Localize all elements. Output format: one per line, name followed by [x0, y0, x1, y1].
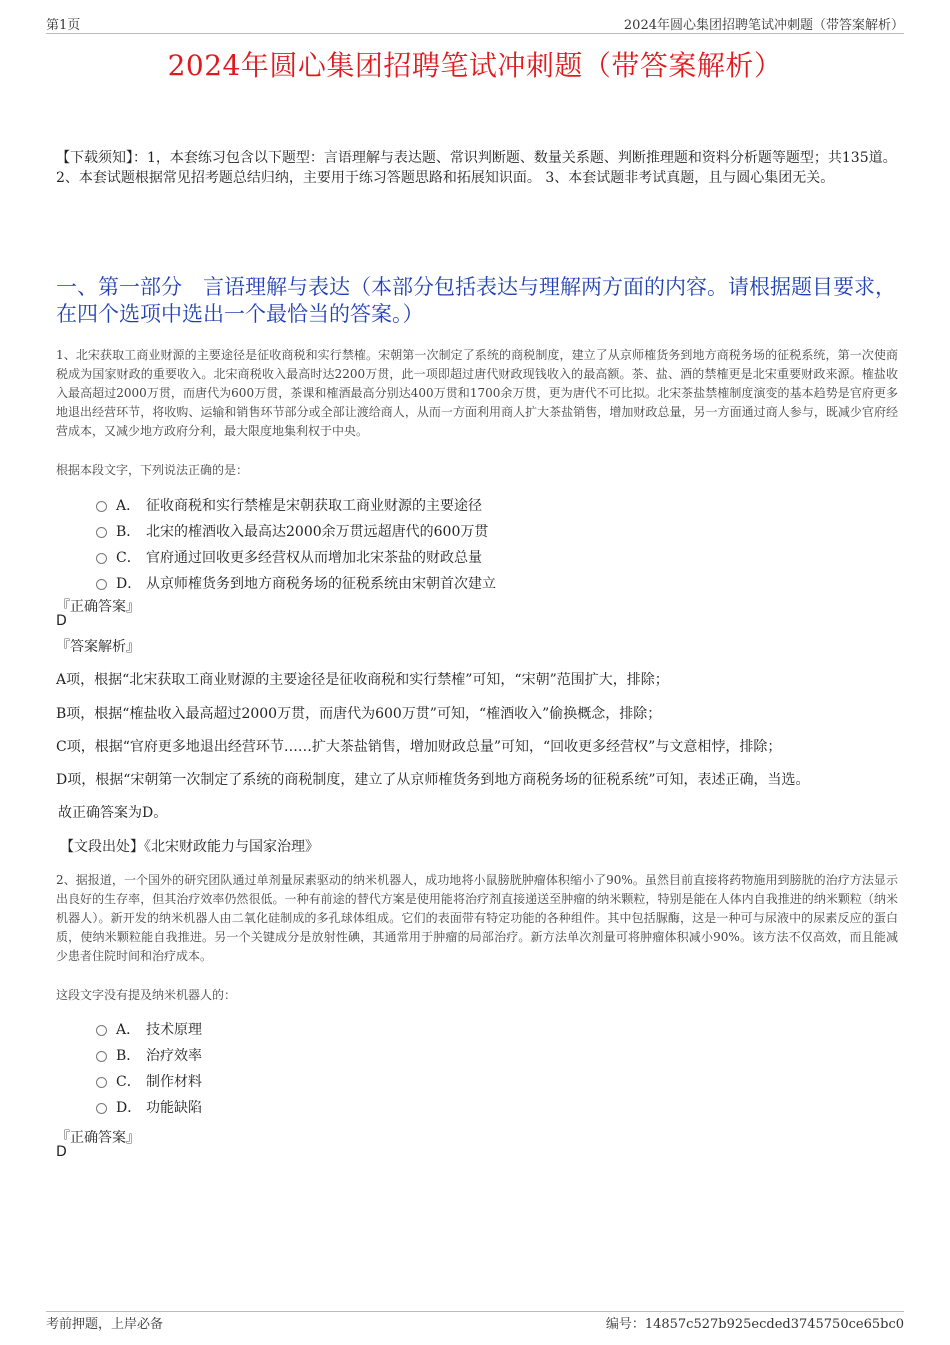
q2-option-b[interactable] [96, 1046, 202, 1066]
q2-option-c[interactable] [96, 1072, 202, 1092]
page-number: 第1页 [46, 18, 81, 33]
radio-icon[interactable] [96, 1051, 107, 1062]
q1-option-b[interactable] [96, 522, 488, 542]
q2-option-d[interactable] [96, 1098, 202, 1118]
q2-answer-label: 『正确答案』 [56, 1130, 140, 1146]
q1-explanation-a: A项，根据“北宋获取工商业财源的主要途径是征收商税和实行禁榷”可知，“宋朝”范围扩大，排除； [56, 672, 669, 688]
q1-conclusion: 故正确答案为D。 [58, 805, 168, 821]
footer-divider [46, 1311, 904, 1312]
option-text: 官府通过回收更多经营权从而增加北宋茶盐的财政总量 [146, 550, 482, 566]
q1-option-a[interactable] [96, 496, 482, 516]
option-text: 技术原理 [146, 1022, 202, 1038]
section-heading: 一、第一部分 言语理解与表达（本部分包括表达与理解两方面的内容。请根据题目要求，在四个选项中选出一个最恰当的答案。） [56, 275, 896, 326]
option-letter: B． [116, 1048, 141, 1064]
q1-answer: D [56, 613, 67, 629]
option-letter: C． [116, 550, 141, 566]
q2-option-a[interactable] [96, 1020, 202, 1040]
q2-answer: D [56, 1144, 67, 1160]
option-letter: C． [116, 1074, 141, 1090]
option-letter: A． [116, 498, 141, 514]
footer-serial-number: 编号：14857c527b925ecded3745750ce65bc0 [605, 1317, 904, 1332]
header-divider [46, 33, 904, 34]
document-title: 2024年圆心集团招聘笔试冲刺题（带答案解析） [167, 49, 783, 82]
radio-icon[interactable] [96, 1103, 107, 1114]
radio-icon[interactable] [96, 1025, 107, 1036]
option-text: 制作材料 [146, 1074, 202, 1090]
option-letter: B． [116, 524, 141, 540]
radio-icon[interactable] [96, 501, 107, 512]
question-1-prompt: 根据本段文字，下列说法正确的是： [56, 463, 249, 477]
option-text: 征收商税和实行禁榷是宋朝获取工商业财源的主要途径 [146, 498, 482, 514]
q1-source: 【文段出处】《北宋财政能力与国家治理》 [60, 839, 319, 855]
option-letter: D． [116, 576, 142, 592]
q1-answer-label: 『正确答案』 [56, 599, 140, 615]
option-text: 功能缺陷 [146, 1100, 202, 1116]
question-1-passage: 1、北宋获取工商业财源的主要途径是征收商税和实行禁榷。宋朝第一次制定了系统的商税制度，建立了从京师榷货务到地方商税务场的征税系统，第一次使商税成为国家财政的重要收入。北宋商税收入最高时达2200万贯，此一项即超过唐代财政现钱收入的最高额。茶、盐、酒的禁榷更是北宋重要财政来源。榷盐收入最高超过2000万贯，而唐代为600万贯，茶课和榷酒最高分别达400万贯和1700余万贯，更为唐代不可比拟。北宋茶盐禁榷制度演变的基本趋势是官府更多地退出经营环节，将收购、运输和销售环节部分或全部让渡给商人，从而一方面利用商人扩大茶盐销售，增加财政总量，另一方面通过商人参与，既减少官府经营成本，又减少地方政府分利，最大限度地集利权于中央。 [56, 348, 898, 438]
radio-icon[interactable] [96, 1077, 107, 1088]
radio-icon[interactable] [96, 553, 107, 564]
q1-explanation-c: C项，根据“官府更多地退出经营环节……扩大茶盐销售，增加财政总量”可知，“回收更多经营权”与文意相悖，排除； [56, 739, 782, 755]
q1-explanation-d: D项，根据“宋朝第一次制定了系统的商税制度，建立了从京师榷货务到地方商税务场的征税系统”可知，表述正确，当选。 [56, 772, 810, 788]
option-letter: A． [116, 1022, 141, 1038]
question-2-prompt: 这段文字没有提及纳米机器人的： [56, 988, 237, 1002]
option-text: 北宋的榷酒收入最高达2000余万贯远超唐代的600万贯 [146, 524, 489, 540]
q1-analysis-label: 『答案解析』 [56, 639, 140, 655]
option-text: 从京师榷货务到地方商税务场的征税系统由宋朝首次建立 [146, 576, 496, 592]
download-notice: 【下载须知】：1，本套练习包含以下题型：言语理解与表达题、常识判断题、数量关系题、判断推理题和资料分析题等题型；共135道。 2、本套试题根据常见招考题总结归纳，主要用于练习答题思路和拓展知识面。 3、本套试题非考试真题，且与圆心集团无关。 [56, 150, 897, 186]
option-letter: D． [116, 1100, 142, 1116]
q1-explanation-b: B项，根据“榷盐收入最高超过2000万贯，而唐代为600万贯”可知，“榷酒收入”偷换概念，排除； [56, 706, 662, 722]
header-doc-name: 2024年圆心集团招聘笔试冲刺题（带答案解析） [623, 18, 904, 33]
q1-option-c[interactable] [96, 548, 482, 568]
question-2-passage: 2、据报道，一个国外的研究团队通过单剂量尿素驱动的纳米机器人，成功地将小鼠膀胱肿瘤体积缩小了90%。虽然目前直接将药物施用到膀胱的治疗方法显示出良好的生存率，但其治疗效率仍然很低。一种有前途的替代方案是使用能将治疗剂直接递送至肿瘤的纳米颗粒，特别是能在人体内自我推进的纳米颗粒（纳米机器人）。新开发的纳米机器人由二氧化硅制成的多孔球体组成。它们的表面带有特定功能的各种组件。其中包括脲酶，这是一种可与尿液中的尿素反应的蛋白质，使纳米颗粒能自我推进。另一个关键成分是放射性碘，其通常用于肿瘤的局部治疗。新方法单次剂量可将肿瘤体积减小90%。该方法不仅高效，而且能减少患者住院时间和治疗成本。 [56, 873, 898, 963]
footer-slogan: 考前押题，上岸必备 [46, 1317, 164, 1332]
radio-icon[interactable] [96, 527, 107, 538]
radio-icon[interactable] [96, 579, 107, 590]
q1-option-d[interactable] [96, 574, 496, 594]
option-text: 治疗效率 [146, 1048, 202, 1064]
